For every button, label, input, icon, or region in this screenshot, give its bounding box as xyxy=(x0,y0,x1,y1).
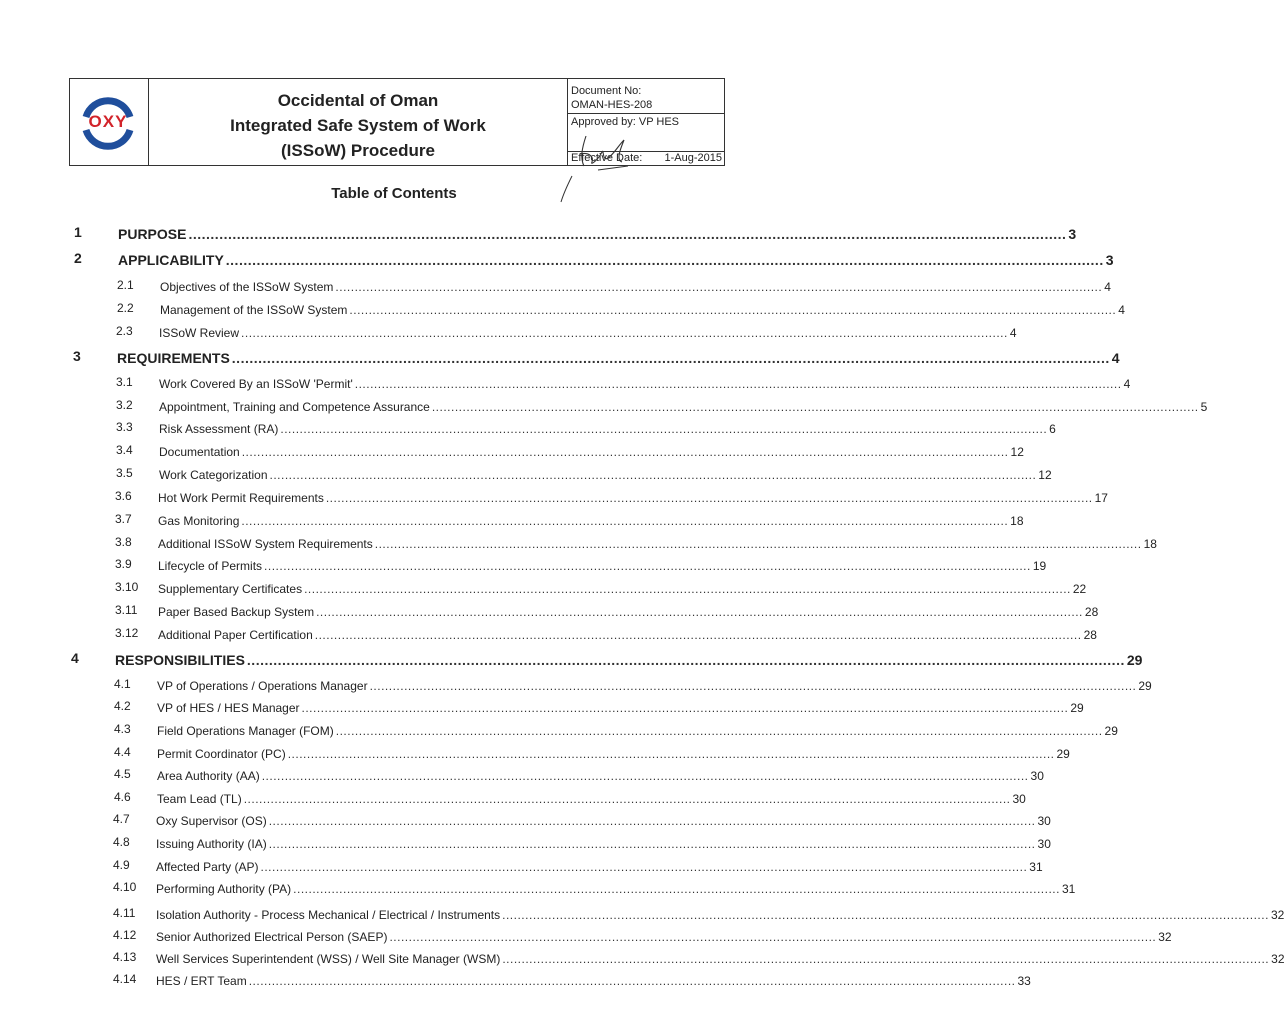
toc-entry-number: 4.3 xyxy=(114,722,131,736)
toc-entry-page: 3 xyxy=(1105,252,1114,268)
toc-subsection-entry[interactable] xyxy=(113,829,1051,851)
toc-subsection-entry[interactable] xyxy=(114,716,1118,738)
document-no-label: Document No: xyxy=(571,85,642,97)
toc-entry-label: Affected Party (AP) xyxy=(156,860,259,874)
toc-dot-leader: ........................................................................................................................................................................................................ xyxy=(246,652,1125,668)
toc-entry-number: 4.11 xyxy=(113,906,136,920)
toc-subsection-entry[interactable] xyxy=(115,529,1157,551)
toc-entry-label: RESPONSIBILITIES xyxy=(115,652,245,668)
toc-section-entry[interactable] xyxy=(71,646,1143,668)
toc-dot-leader: ........................................................................................................................................................................................................ xyxy=(354,377,1122,391)
toc-subsection-entry[interactable] xyxy=(114,761,1044,783)
toc-entry-page: 29 xyxy=(1138,679,1152,693)
toc-dot-leader: ........................................................................................................................................................................................................ xyxy=(314,628,1082,642)
toc-subsection-entry[interactable] xyxy=(115,574,1087,596)
toc-dot-leader: ........................................................................................................................................................................................................ xyxy=(431,400,1199,414)
toc-entry-page: 5 xyxy=(1200,400,1208,414)
toc-entry-label: PURPOSE xyxy=(118,226,187,242)
toc-subsection-entry[interactable] xyxy=(116,369,1131,391)
toc-dot-leader: ........................................................................................................................................................................................................ xyxy=(241,514,1009,528)
toc-subsection-entry[interactable] xyxy=(116,437,1024,459)
toc-entry-label: Senior Authorized Electrical Person (SAEP) xyxy=(156,930,388,944)
toc-entry-label: Documentation xyxy=(159,445,240,459)
toc-entry-label: Paper Based Backup System xyxy=(158,605,315,619)
toc-subsection-entry[interactable] xyxy=(115,597,1099,619)
toc-dot-leader: ........................................................................................................................................................................................................ xyxy=(260,860,1028,874)
toc-section-entry[interactable] xyxy=(74,246,1114,268)
toc-subsection-entry[interactable] xyxy=(113,966,1031,988)
toc-entry-number: 1 xyxy=(74,224,82,240)
toc-subsection-entry[interactable] xyxy=(115,620,1097,642)
toc-entry-number: 3.7 xyxy=(115,512,132,526)
toc-entry-label: Oxy Supervisor (OS) xyxy=(156,814,267,828)
toc-dot-leader: ........................................................................................................................................................................................................ xyxy=(241,445,1009,459)
toc-entry-label: Management of the ISSoW System xyxy=(160,303,348,317)
toc-entry-number: 3.1 xyxy=(116,375,133,389)
toc-subsection-entry[interactable] xyxy=(116,460,1052,482)
toc-entry-number: 2.2 xyxy=(117,301,134,315)
toc-dot-leader: ........................................................................................................................................................................................................ xyxy=(280,422,1048,436)
logo-cell xyxy=(70,79,149,165)
toc-entry-page: 31 xyxy=(1029,860,1043,874)
toc-entry-label: Performing Authority (PA) xyxy=(156,882,292,896)
logo-text: OXY xyxy=(88,112,128,131)
toc-entry-page: 28 xyxy=(1083,628,1097,642)
toc-subsection-entry[interactable] xyxy=(113,874,1076,896)
toc-subsection-entry[interactable] xyxy=(113,944,1285,966)
toc-entry-page: 30 xyxy=(1012,792,1026,806)
toc-dot-leader: ........................................................................................................................................................................................................ xyxy=(369,679,1137,693)
toc-entry-page: 32 xyxy=(1270,908,1285,922)
toc-entry-page: 29 xyxy=(1104,724,1118,738)
toc-entry-number: 2 xyxy=(74,250,82,266)
toc-dot-leader: ........................................................................................................................................................................................................ xyxy=(261,769,1029,783)
toc-entry-label: Appointment, Training and Competence Assurance xyxy=(159,400,430,414)
toc-entry-number: 3.2 xyxy=(116,398,133,412)
toc-subsection-entry[interactable] xyxy=(114,671,1152,693)
toc-entry-label: REQUIREMENTS xyxy=(117,350,230,366)
toc-entry-page: 30 xyxy=(1037,837,1051,851)
toc-entry-page: 12 xyxy=(1010,445,1024,459)
toc-dot-leader: ........................................................................................................................................................................................................ xyxy=(264,559,1031,573)
toc-subsection-entry[interactable] xyxy=(113,922,1172,944)
toc-dot-leader: ........................................................................................................................................................................................................ xyxy=(269,468,1037,482)
toc-entry-label: APPLICABILITY xyxy=(118,252,224,268)
toc-entry-page: 32 xyxy=(1271,952,1285,966)
toc-dot-leader: ........................................................................................................................................................................................................ xyxy=(502,908,1269,922)
toc-dot-leader: ........................................................................................................................................................................................................ xyxy=(293,882,1060,896)
toc-entry-page: 19 xyxy=(1032,559,1047,573)
toc-dot-leader: ........................................................................................................................................................................................................ xyxy=(241,326,1008,340)
toc-dot-leader: ........................................................................................................................................................................................................ xyxy=(225,252,1104,268)
toc-subsection-entry[interactable] xyxy=(116,392,1208,414)
toc-entry-number: 4.2 xyxy=(114,699,131,713)
toc-entry-page: 12 xyxy=(1038,468,1052,482)
toc-entry-number: 4.5 xyxy=(114,767,131,781)
title-cell xyxy=(149,79,568,165)
toc-title: Table of Contents xyxy=(331,185,457,202)
toc-dot-leader: ........................................................................................................................................................................................................ xyxy=(243,792,1011,806)
toc-entry-number: 2.1 xyxy=(117,278,134,292)
toc-entry-label: Additional Paper Certification xyxy=(158,628,313,642)
toc-entry-number: 3.11 xyxy=(115,603,138,617)
toc-entry-page: 4 xyxy=(1111,350,1120,366)
toc-entry-number: 4.8 xyxy=(113,835,130,849)
toc-dot-leader: ........................................................................................................................................................................................................ xyxy=(325,491,1093,505)
toc-entry-page: 18 xyxy=(1010,514,1024,528)
toc-subsection-entry[interactable] xyxy=(116,318,1017,340)
toc-subsection-entry[interactable] xyxy=(115,506,1024,528)
toc-dot-leader: ........................................................................................................................................................................................................ xyxy=(316,605,1083,619)
toc-section-entry[interactable] xyxy=(73,344,1120,366)
toc-subsection-entry[interactable] xyxy=(116,414,1056,436)
toc-entry-label: Well Services Superintendent (WSS) / Well Site Manager (WSM) xyxy=(156,952,501,966)
toc-dot-leader: ........................................................................................................................................................................................................ xyxy=(248,974,1016,988)
toc-entry-page: 30 xyxy=(1030,769,1044,783)
toc-entry-number: 4.10 xyxy=(113,880,137,894)
toc-entry-label: Permit Coordinator (PC) xyxy=(157,747,286,761)
toc-dot-leader: ........................................................................................................................................................................................................ xyxy=(301,701,1069,715)
toc-entry-page: 32 xyxy=(1158,930,1172,944)
toc-entry-number: 4.6 xyxy=(114,790,131,804)
toc-entry-page: 28 xyxy=(1084,605,1099,619)
toc-entry-number: 4 xyxy=(71,650,79,666)
document-title-line-1: Occidental of Oman xyxy=(277,91,439,110)
toc-entry-page: 30 xyxy=(1037,814,1051,828)
toc-entry-page: 29 xyxy=(1056,747,1070,761)
toc-entry-label: Hot Work Permit Requirements xyxy=(158,491,324,505)
toc-entry-page: 4 xyxy=(1123,377,1131,391)
toc-subsection-entry[interactable] xyxy=(115,483,1108,505)
effective-date: 1-Aug-2015 xyxy=(664,152,722,164)
meta-divider xyxy=(568,113,724,114)
toc-dot-leader: ........................................................................................................................................................................................................ xyxy=(287,747,1055,761)
toc-dot-leader: ........................................................................................................................................................................................................ xyxy=(304,582,1071,596)
toc-entry-page: 33 xyxy=(1017,974,1031,988)
toc-dot-leader: ........................................................................................................................................................................................................ xyxy=(349,303,1117,317)
toc-dot-leader: ........................................................................................................................................................................................................ xyxy=(374,537,1142,551)
toc-entry-page: 4 xyxy=(1104,280,1111,294)
toc-entry-page: 17 xyxy=(1094,491,1108,505)
toc-subsection-entry[interactable] xyxy=(117,272,1111,294)
toc-entry-number: 4.9 xyxy=(113,858,130,872)
toc-entry-label: Lifecycle of Permits xyxy=(158,559,263,573)
toc-entry-label: Risk Assessment (RA) xyxy=(159,422,279,436)
toc-entry-label: Isolation Authority - Process Mechanical / Electrical / Instruments xyxy=(156,908,501,922)
toc-entry-number: 4.13 xyxy=(113,950,137,964)
effective-date-label: Effective Date: xyxy=(571,152,643,164)
toc-entry-page: 29 xyxy=(1070,701,1084,715)
document-no: OMAN-HES-208 xyxy=(571,99,653,111)
toc-dot-leader: ........................................................................................................................................................................................................ xyxy=(268,837,1036,851)
toc-subsection-entry[interactable] xyxy=(114,739,1070,761)
toc-entry-page: 3 xyxy=(1068,226,1077,242)
toc-entry-page: 4 xyxy=(1009,326,1017,340)
toc-entry-page: 18 xyxy=(1143,537,1157,551)
toc-entry-label: Work Categorization xyxy=(159,468,268,482)
toc-subsection-entry[interactable] xyxy=(114,693,1084,715)
toc-dot-leader: ........................................................................................................................................................................................................ xyxy=(335,280,1103,294)
toc-entry-page: 6 xyxy=(1049,422,1056,436)
toc-entry-number: 3 xyxy=(73,348,81,364)
toc-entry-label: HES / ERT Team xyxy=(156,974,247,988)
toc-dot-leader: ........................................................................................................................................................................................................ xyxy=(231,350,1110,366)
toc-entry-label: Objectives of the ISSoW System xyxy=(160,280,334,294)
toc-entry-number: 4.14 xyxy=(113,972,137,986)
toc-entry-number: 4.12 xyxy=(113,928,137,942)
toc-entry-number: 3.12 xyxy=(115,626,139,640)
toc-entry-label: ISSoW Review xyxy=(159,326,240,340)
toc-entry-label: VP of HES / HES Manager xyxy=(157,701,300,715)
toc-entry-number: 4.4 xyxy=(114,745,131,759)
toc-entry-number: 2.3 xyxy=(116,324,133,338)
toc-entry-number: 4.1 xyxy=(114,677,131,691)
document-title-line-2: Integrated Safe System of Work xyxy=(230,116,486,135)
toc-entry-number: 3.10 xyxy=(115,580,139,594)
toc-subsection-entry[interactable] xyxy=(117,295,1125,317)
toc-dot-leader: ........................................................................................................................................................................................................ xyxy=(335,724,1103,738)
toc-dot-leader: ........................................................................................................................................................................................................ xyxy=(268,814,1036,828)
toc-dot-leader: ........................................................................................................................................................................................................ xyxy=(389,930,1157,944)
toc-entry-number: 4.7 xyxy=(113,812,130,826)
toc-entry-page: 29 xyxy=(1126,652,1143,668)
toc-subsection-entry[interactable] xyxy=(113,806,1051,828)
toc-entry-page: 4 xyxy=(1118,303,1125,317)
toc-subsection-entry[interactable] xyxy=(115,551,1047,573)
document-title-line-3: (ISSoW) Procedure xyxy=(281,141,435,160)
toc-entry-page: 22 xyxy=(1072,582,1087,596)
toc-subsection-entry[interactable] xyxy=(113,852,1043,874)
toc-entry-number: 3.9 xyxy=(115,557,132,571)
toc-entry-label: Team Lead (TL) xyxy=(157,792,242,806)
toc-dot-leader: ........................................................................................................................................................................................................ xyxy=(502,952,1270,966)
toc-entry-label: Work Covered By an ISSoW 'Permit' xyxy=(159,377,353,391)
toc-subsection-entry[interactable] xyxy=(114,784,1026,806)
toc-entry-label: Field Operations Manager (FOM) xyxy=(157,724,334,738)
toc-subsection-entry[interactable] xyxy=(113,900,1285,922)
toc-entry-label: Area Authority (AA) xyxy=(157,769,260,783)
toc-entry-label: Issuing Authority (IA) xyxy=(156,837,267,851)
toc-entry-label: Gas Monitoring xyxy=(158,514,240,528)
toc-entry-number: 3.6 xyxy=(115,489,132,503)
toc-entry-number: 3.5 xyxy=(116,466,133,480)
toc-section-entry[interactable] xyxy=(74,220,1077,242)
toc-entry-label: VP of Operations / Operations Manager xyxy=(157,679,368,693)
approved-by: Approved by: VP HES xyxy=(571,116,680,128)
toc-entry-number: 3.3 xyxy=(116,420,133,434)
toc-entry-label: Additional ISSoW System Requirements xyxy=(158,537,373,551)
toc-entry-label: Supplementary Certificates xyxy=(158,582,303,596)
toc-entry-page: 31 xyxy=(1061,882,1076,896)
toc-dot-leader: ........................................................................................................................................................................................................ xyxy=(188,226,1067,242)
toc-entry-number: 3.8 xyxy=(115,535,132,549)
toc-entry-number: 3.4 xyxy=(116,443,133,457)
